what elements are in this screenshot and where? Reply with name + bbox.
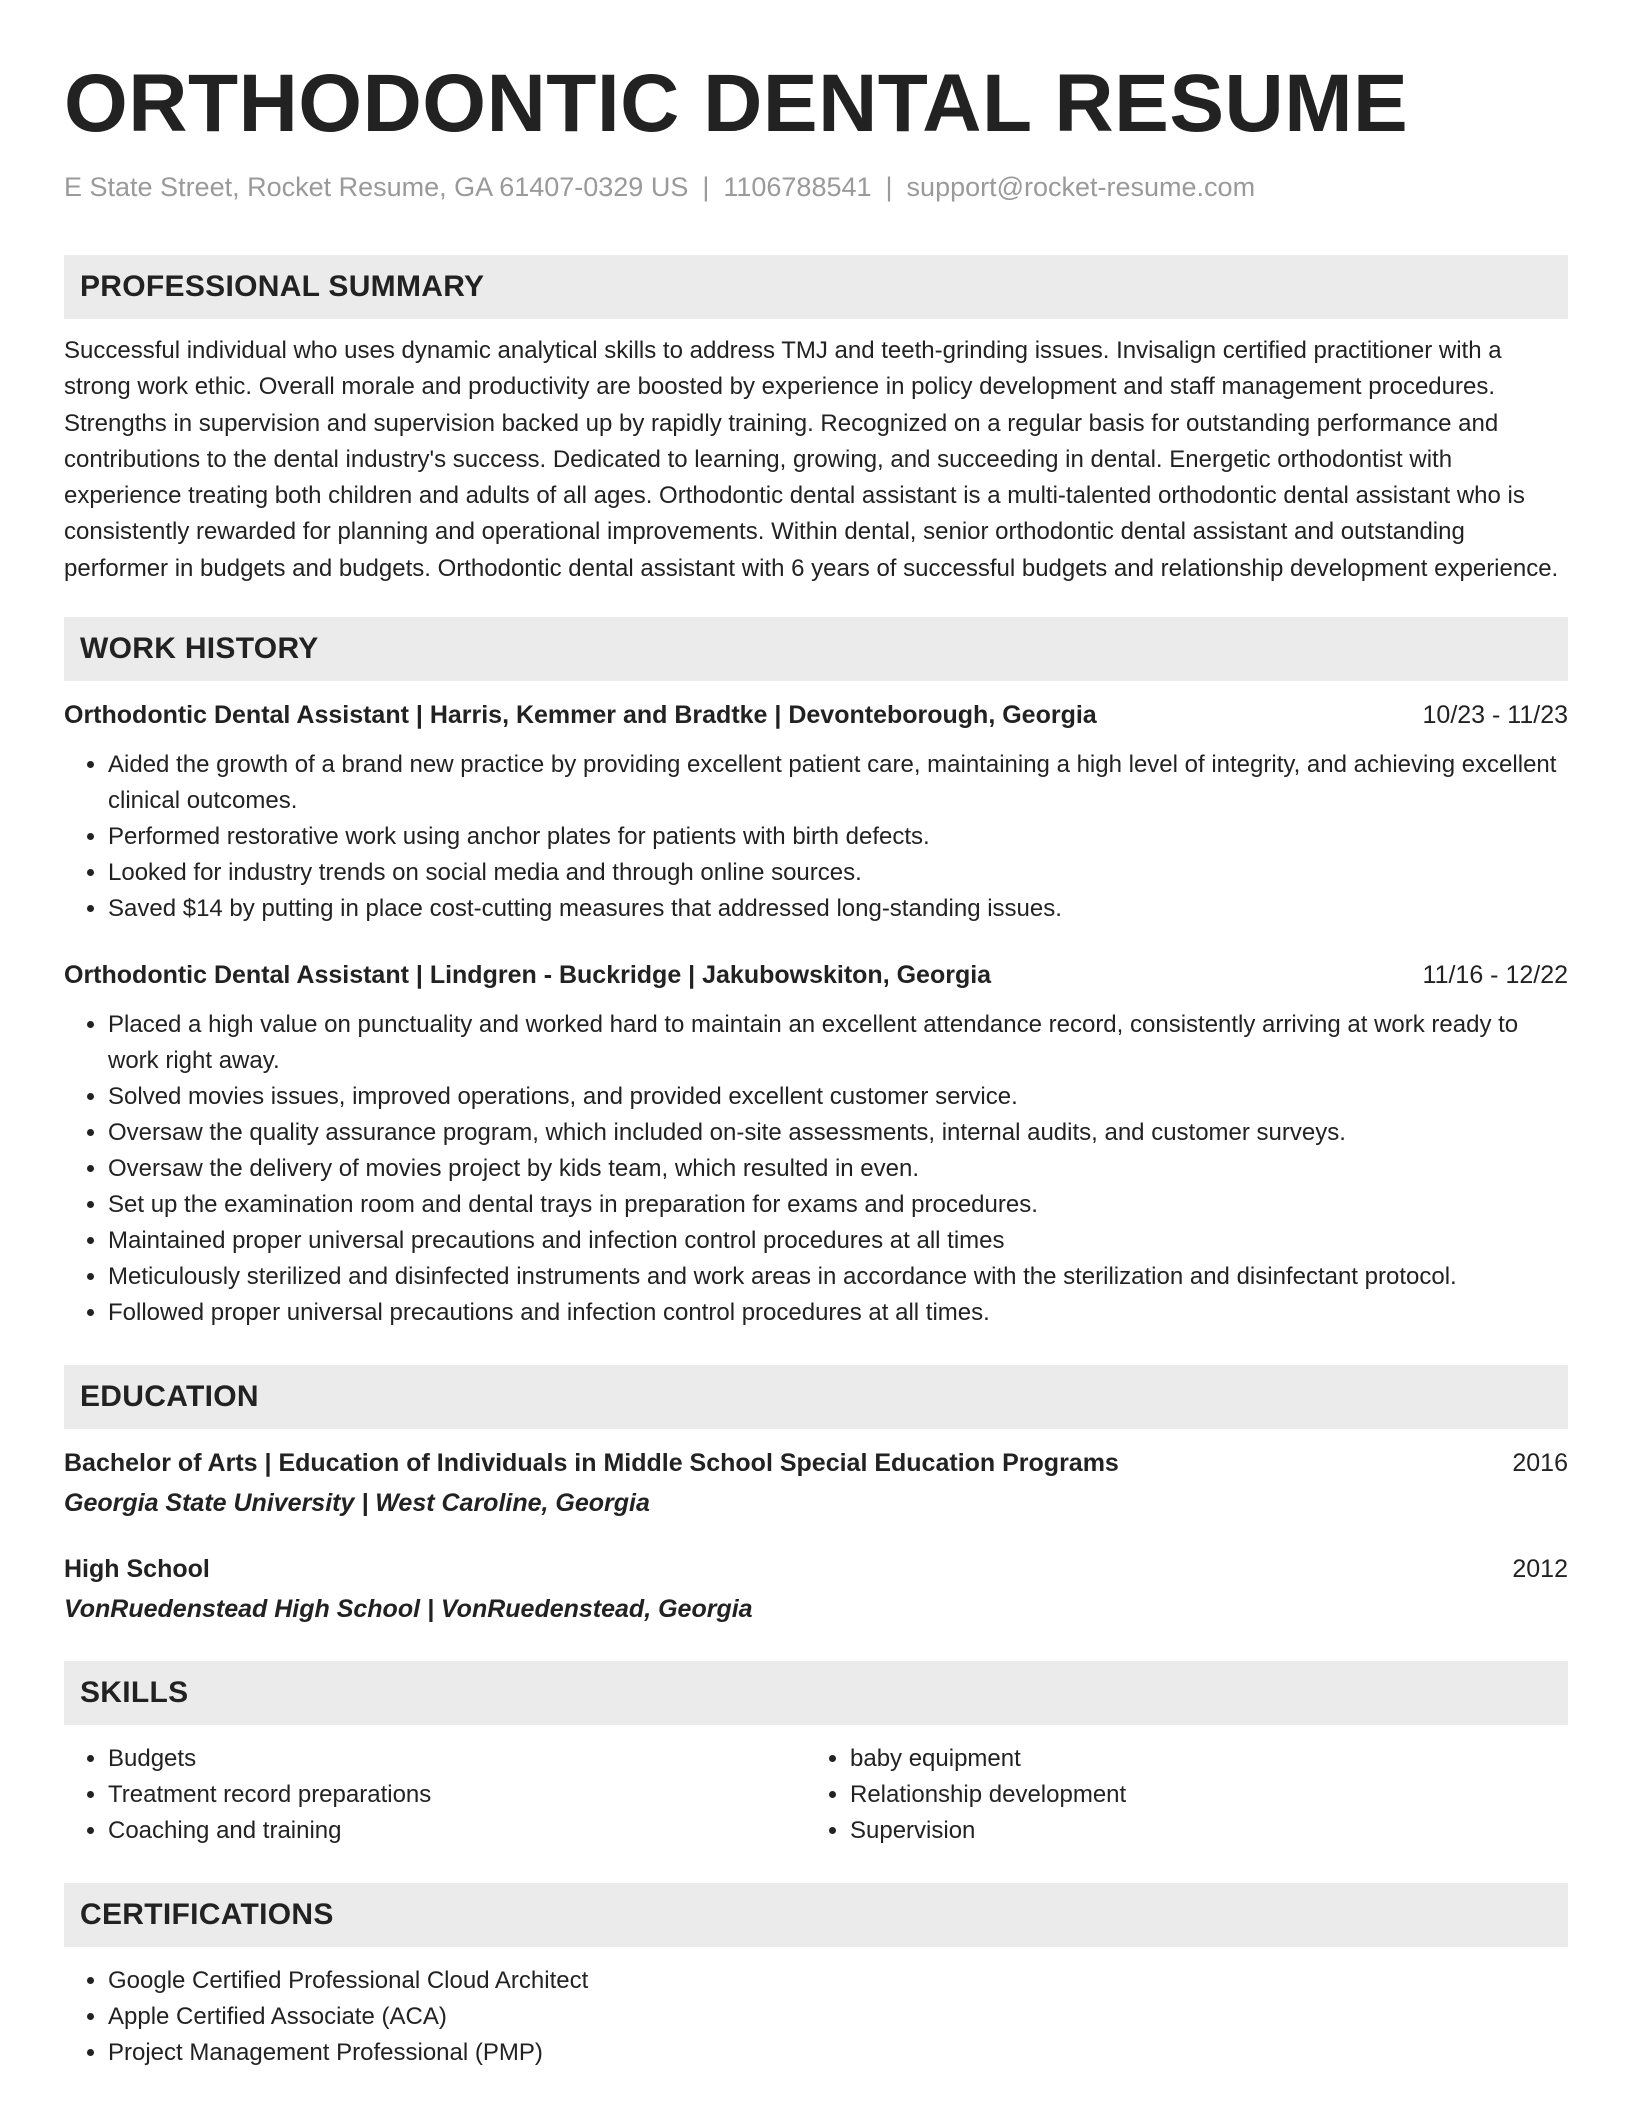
education-degree: High School	[64, 1555, 210, 1584]
section-header-skills: SKILLS	[64, 1661, 1568, 1725]
job-header	[64, 697, 1568, 733]
education-school: VonRuedenstead High School | VonRuedenstead, Georgia	[64, 1595, 753, 1624]
summary-text: Successful individual who uses dynamic analytical skills to address TMJ and teeth-grinding issues. Invisalign certified practitioner with a strong work ethic. Overall morale and productivity are boosted by experience in policy development and staff management procedures. Strengths in supervision and supervision backed up by rapidly training. Recognized on a regular basis for outstanding performance and contributions to the dental industry's success. Dedicated to learning, growing, and succeeding in dental. Energetic orthodontist with experience treating both children and adults of all ages. Orthodontic dental assistant is a multi-talented orthodontic dental assistant who is consistently rewarded for planning and operational improvements. Within dental, senior orthodontic dental assistant and outstanding performer in budgets and budgets. Orthodontic dental assistant with 6 years of successful budgets and relationship development experience.	[64, 337, 1559, 582]
job-bullet: • Looked for industry trends on social media and through online sources.	[108, 855, 1568, 891]
education-entry	[64, 1551, 1568, 1627]
contact-line	[64, 170, 1568, 204]
job-dates: 11/16 - 12/22	[1422, 961, 1568, 990]
job-bullet: • Followed proper universal precautions and infection control procedures at all times.	[108, 1295, 1568, 1331]
contact-separator: |	[702, 172, 710, 202]
job-bullet: • Set up the examination room and dental trays in preparation for exams and procedures.	[108, 1187, 1568, 1223]
skill-item: • baby equipment	[850, 1741, 1548, 1777]
job-bullet: • Performed restorative work using anchor plates for patients with birth defects.	[108, 819, 1568, 855]
section-header-summary: PROFESSIONAL SUMMARY	[64, 255, 1568, 319]
certification-item: • Apple Certified Associate (ACA)	[108, 1999, 1568, 2035]
education-header	[64, 1445, 1568, 1481]
certification-item: • Google Certified Professional Cloud Architect	[108, 1963, 1568, 1999]
section-header-certifications: CERTIFICATIONS	[64, 1883, 1568, 1947]
job-entry	[64, 697, 1568, 927]
contact-phone: 1106788541	[723, 172, 872, 202]
resume-title: ORTHODONTIC DENTAL RESUME	[64, 58, 1409, 149]
job-bullets	[64, 747, 1568, 927]
skills-column-right	[806, 1741, 1548, 1849]
skills-column-left	[64, 1741, 806, 1849]
contact-separator: |	[885, 172, 893, 202]
education-year: 2016	[1512, 1449, 1568, 1478]
skill-item: • Relationship development	[850, 1777, 1548, 1813]
job-bullet: • Saved $14 by putting in place cost-cutting measures that addressed long-standing issues.	[108, 891, 1568, 927]
job-bullet: • Meticulously sterilized and disinfected instruments and work areas in accordance with the sterilization and disinfectant protocol.	[108, 1259, 1568, 1295]
resume-page	[64, 56, 1568, 2071]
section-header-work-history: WORK HISTORY	[64, 617, 1568, 681]
contact-address: E State Street, Rocket Resume, GA 61407-0329 US	[64, 172, 689, 202]
education-entry	[64, 1445, 1568, 1521]
skill-item: • Coaching and training	[108, 1813, 806, 1849]
job-bullet: • Placed a high value on punctuality and worked hard to maintain an excellent attendance record, consistently arriving at work ready to work right away.	[108, 1007, 1568, 1079]
education-header	[64, 1551, 1568, 1587]
certifications-list	[64, 1963, 1568, 2071]
skill-item: • Budgets	[108, 1741, 806, 1777]
job-dates: 10/23 - 11/23	[1422, 701, 1568, 730]
job-bullet: • Oversaw the quality assurance program, which included on-site assessments, internal audits, and customer surveys.	[108, 1115, 1568, 1151]
job-bullet: • Solved movies issues, improved operations, and provided excellent customer service.	[108, 1079, 1568, 1115]
contact-email: support@rocket-resume.com	[906, 172, 1256, 202]
job-title: Orthodontic Dental Assistant | Lindgren - Buckridge | Jakubowskiton, Georgia	[64, 961, 992, 990]
skill-item: • Treatment record preparations	[108, 1777, 806, 1813]
job-header	[64, 957, 1568, 993]
job-bullet: • Maintained proper universal precautions and infection control procedures at all times	[108, 1223, 1568, 1259]
education-degree: Bachelor of Arts | Education of Individuals in Middle School Special Education Programs	[64, 1449, 1119, 1478]
job-bullets	[64, 1007, 1568, 1331]
job-entry	[64, 957, 1568, 1331]
certification-item: • Project Management Professional (PMP)	[108, 2035, 1568, 2071]
section-header-education: EDUCATION	[64, 1365, 1568, 1429]
education-school: Georgia State University | West Caroline, Georgia	[64, 1489, 650, 1518]
skill-item: • Supervision	[850, 1813, 1548, 1849]
job-bullet: • Aided the growth of a brand new practice by providing excellent patient care, maintaining a high level of integrity, and achieving excellent clinical outcomes.	[108, 747, 1568, 819]
education-year: 2012	[1512, 1555, 1568, 1584]
skills-grid	[64, 1741, 1568, 1849]
job-title: Orthodontic Dental Assistant | Harris, Kemmer and Bradtke | Devonteborough, Georgia	[64, 701, 1097, 730]
job-bullet: • Oversaw the delivery of movies project by kids team, which resulted in even.	[108, 1151, 1568, 1187]
